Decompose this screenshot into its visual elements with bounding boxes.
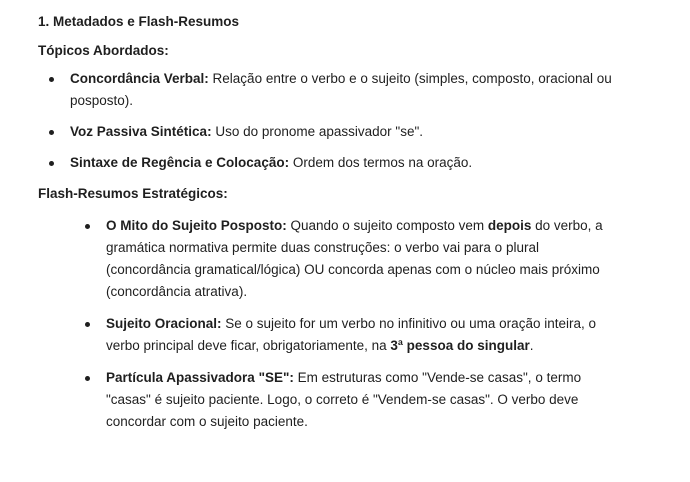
flash-text: do verbo, a gramática normativa permite duas construções: o verbo vai para o plural (concordância gramatical/lógica) OU concorda apenas com o núcleo mais próximo (concordância atrativa). [106,218,603,299]
topics-list [70,68,660,174]
flash-text: . [529,338,534,353]
list-item [106,313,626,357]
topic-text: Uso do pronome apassivador "se". [211,124,424,139]
topic-term: Concordância Verbal: [70,71,209,86]
list-item [106,367,626,433]
list-item [70,152,660,174]
list-item [70,68,660,112]
flash-term: Sujeito Oracional: [106,316,222,331]
flash-text: Em estruturas como "Vende-se casas", o termo "casas" é sujeito paciente. Logo, o correto é "Vendem-se casas". O verbo deve concordar com o sujeito paciente. [106,370,582,429]
document-content [38,12,678,443]
topic-term: Sintaxe de Regência e Colocação: [70,155,290,170]
flash-text: Se o sujeito for um verbo no infinitivo ou uma oração inteira, o verbo principal deve ficar, obrigatoriamente, na [106,316,596,353]
topic-term: Voz Passiva Sintética: [70,124,212,139]
flash-emphasis: 3ª pessoa do singular [390,338,530,353]
topics-heading: Tópicos Abordados: [38,43,169,58]
section-title: 1. Metadados e Flash-Resumos [38,14,240,29]
list-item [106,215,626,303]
flash-text: Quando o sujeito composto vem [286,218,488,233]
flash-term: Partícula Apassivadora "SE": [106,370,294,385]
topic-text: Relação entre o verbo e o sujeito (simples, composto, oracional ou posposto). [70,71,612,108]
flash-heading: Flash-Resumos Estratégicos: [38,186,228,201]
list-item [70,121,660,143]
flash-term: O Mito do Sujeito Posposto: [106,218,287,233]
topic-text: Ordem dos termos na oração. [289,155,473,170]
flash-list [106,215,626,433]
flash-emphasis: depois [487,218,532,233]
